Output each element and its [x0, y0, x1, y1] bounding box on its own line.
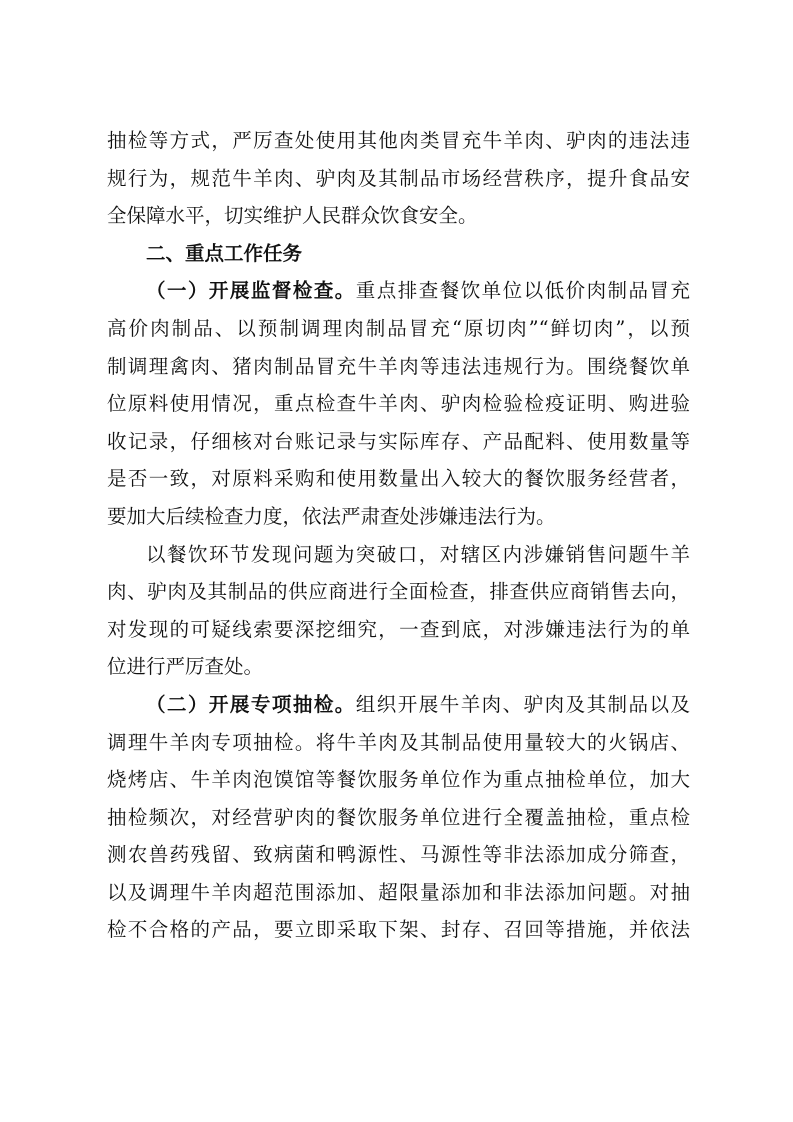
task1-first-line-rest: 重点排查餐饮单位以低价肉制品冒充: [355, 279, 690, 303]
task2-line-6: 以及调理牛羊肉超范围添加、超限量添加和非法添加问题。对抽: [107, 880, 690, 904]
task2-line-7: 检不合格的产品，要立即采取下架、封存、召回等措施，并依法: [107, 918, 690, 942]
para2-line-1: 以餐饮环节发现问题为突破口，对辖区内涉嫌销售问题牛羊: [146, 542, 690, 566]
task1-title: （一）开展监督检查。: [146, 279, 356, 303]
task2-title: （二）开展专项抽检。: [146, 692, 356, 716]
intro-line-2: 规行为，规范牛羊肉、驴肉及其制品市场经营秩序，提升食品安: [107, 166, 690, 190]
task1-line-4: 位原料使用情况，重点检查牛羊肉、驴肉检验检疫证明、购进验: [107, 392, 690, 416]
task1-line-1: [107, 272, 690, 310]
task1-line-3: 制调理禽肉、猪肉制品冒充牛羊肉等违法违规行为。围绕餐饮单: [107, 354, 690, 378]
task2-line-3: 烧烤店、牛羊肉泡馍馆等餐饮服务单位作为重点抽检单位，加大: [107, 768, 690, 792]
intro-line-1: 抽检等方式，严厉查处使用其他肉类冒充牛羊肉、驴肉的违法违: [107, 129, 690, 152]
task1-line-6: 是否一致，对原料采购和使用数量出入较大的餐饮服务经营者，: [107, 467, 690, 491]
task1-line-7: 要加大后续检查力度，依法严肃查处涉嫌违法行为。: [107, 504, 556, 528]
task2-line-4: 抽检频次，对经营驴肉的餐饮服务单位进行全覆盖抽检，重点检: [107, 805, 690, 829]
task2-line-5: 测农兽药残留、致病菌和鸭源性、马源性等非法添加成分筛查，: [107, 843, 690, 867]
task1-line-5: 收记录，仔细核对台账记录与实际库存、产品配料、使用数量等: [107, 429, 690, 453]
para2-line-4: 位进行严厉查处。: [107, 655, 264, 679]
task2-line-1: [107, 686, 690, 724]
task1-line-2: 高价肉制品、以预制调理肉制品冒充“原切肉”“鲜切肉”，以预: [107, 316, 690, 340]
para2-line-2: 肉、驴肉及其制品的供应商进行全面检查，排查供应商销售去向，: [107, 580, 690, 604]
document-body: [107, 122, 690, 949]
task2-line-2: 调理牛羊肉专项抽检。将牛羊肉及其制品使用量较大的火锅店、: [107, 730, 690, 754]
section-heading: 二、重点工作任务: [146, 241, 303, 265]
intro-line-3: 全保障水平，切实维护人民群众饮食安全。: [107, 204, 478, 228]
para2-line-3: 对发现的可疑线索要深挖细究，一查到底，对涉嫌违法行为的单: [107, 617, 690, 641]
task2-first-line-rest: 组织开展牛羊肉、驴肉及其制品以及: [355, 692, 690, 716]
